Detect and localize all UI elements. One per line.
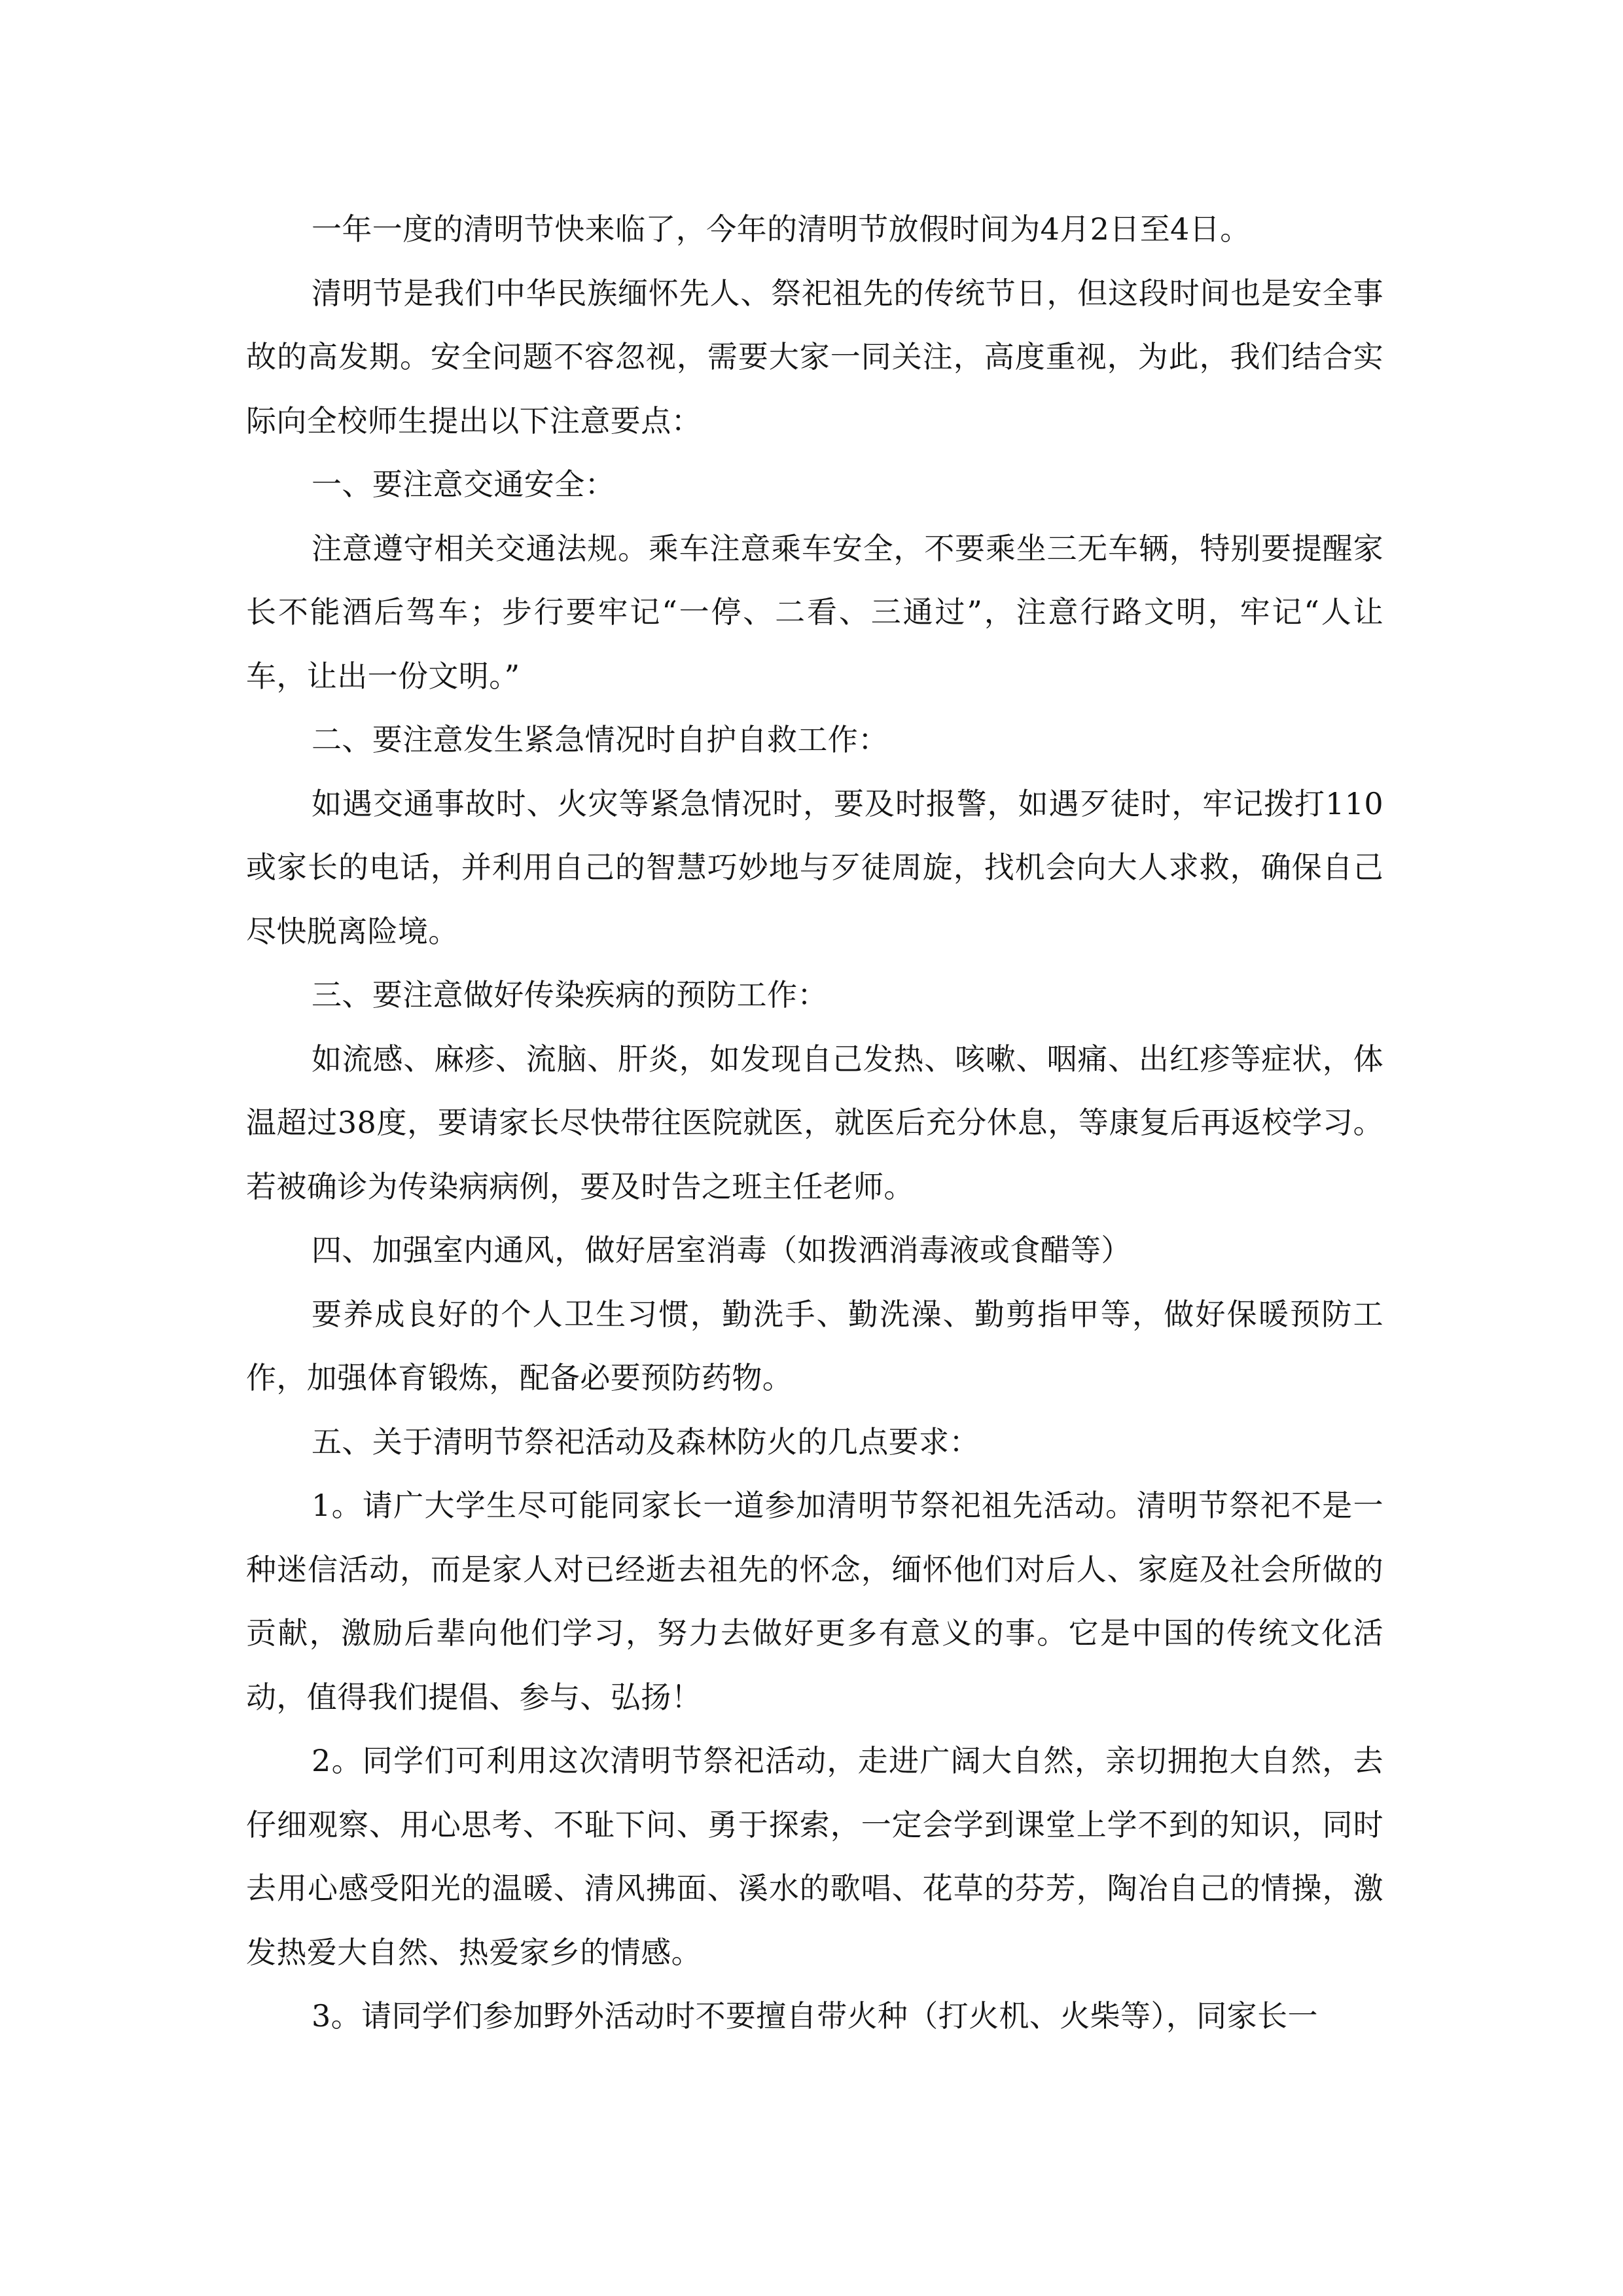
- section-heading-traffic: 一、要注意交通安全：: [312, 467, 615, 502]
- section-heading-ventilation: 四、加强室内通风，做好居室消毒（如拨洒消毒液或食醋等）: [312, 1232, 1132, 1268]
- paragraph-intro: 一年一度的清明节快来临了，今年的清明节放假时间为4月2日至4日。: [312, 211, 1251, 247]
- paragraph-hygiene: 要养成良好的个人卫生习惯，勤洗手、勤洗澡、勤剪指甲等，做好保暖预防工作，加强体育锻炼，配备必要预防药物。: [246, 1296, 1383, 1395]
- paragraph-item-3: 3。请同学们参加野外活动时不要擅自带火种（打火机、火柴等），同家长一: [312, 1998, 1318, 2034]
- section-heading-emergency: 二、要注意发生紧急情况时自护自救工作：: [312, 722, 889, 757]
- section-heading-festival: 五、关于清明节祭祀活动及森林防火的几点要求：: [312, 1424, 980, 1460]
- paragraph-overview: 清明节是我们中华民族缅怀先人、祭祀祖先的传统节日，但这段时间也是安全事故的高发期。安全问题不容忽视，需要大家一同关注，高度重视，为此，我们结合实际向全校师生提出以下注意要点：: [246, 275, 1383, 439]
- paragraph-disease: 如流感、麻疹、流脑、肝炎，如发现自己发热、咳嗽、咽痛、出红疹等症状，体温超过38度，要请家长尽快带往医院就医，就医后充分休息，等康复后再返校学习。若被确诊为传染病病例，要及时告之班主任老师。: [246, 1041, 1383, 1204]
- paragraph-traffic: 注意遵守相关交通法规。乘车注意乘车安全，不要乘坐三无车辆，特别要提醒家长不能酒后驾车；步行要牢记“一停、二看、三通过”，注意行路文明，牢记“人让车，让出一份文明。”: [246, 530, 1383, 694]
- section-heading-disease: 三、要注意做好传染疾病的预防工作：: [312, 977, 828, 1013]
- paragraph-emergency: 如遇交通事故时、火灾等紧急情况时，要及时报警，如遇歹徒时，牢记拨打110或家长的电话，并利用自己的智慧巧妙地与歹徒周旋，找机会向大人求救，确保自己尽快脱离险境。: [246, 785, 1383, 949]
- paragraph-item-2: 2。同学们可利用这次清明节祭祀活动，走进广阔大自然，亲切拥抱大自然，去仔细观察、用心思考、不耻下问、勇于探索，一定会学到课堂上学不到的知识，同时去用心感受阳光的温暖、清风拂面、溪水的歌唱、花草的芬芳，陶冶自己的情操，激发热爱大自然、热爱家乡的情感。: [246, 1743, 1383, 1970]
- document-body: [246, 198, 1383, 2049]
- paragraph-item-1: 1。请广大学生尽可能同家长一道参加清明节祭祀祖先活动。清明节祭祀不是一种迷信活动，而是家人对已经逝去祖先的怀念，缅怀他们对后人、家庭及社会所做的贡献，激励后辈向他们学习，努力去做好更多有意义的事。它是中国的传统文化活动，值得我们提倡、参与、弘扬！: [246, 1488, 1383, 1715]
